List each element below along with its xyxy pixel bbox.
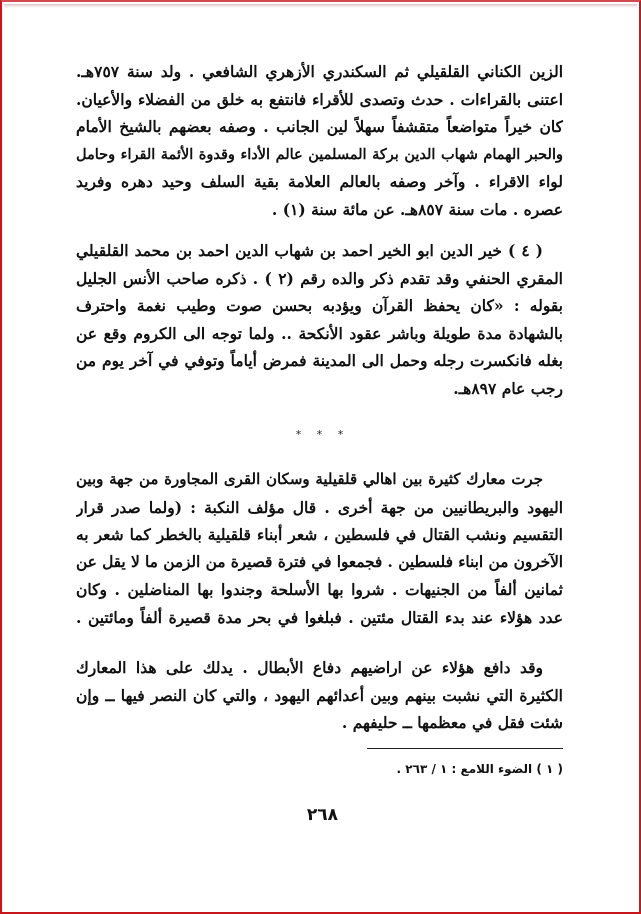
paragraph-1 xyxy=(76,58,563,223)
text-line: رجب عام ٨٩٧هـ. xyxy=(453,378,563,398)
text-line: بغله فانكسرت رجله وحمل الى المدينة فمرض أياماً وتوفي في آخر يوم من xyxy=(76,351,563,370)
text-line: بقوله : «كان يحفظ القرآن ويؤدبه بحسن صوت وطيب نغمة واحترف xyxy=(76,296,563,315)
text-line: بالشهادة مدة طويلة وباشر عقود الأنكحة .. ولما توجه الى الكروم وقع عن xyxy=(76,323,563,343)
text-line: المقري الحنفي وقد تقدم ذكر والده رقم (٢ ) . ذكره صاحب الأنس الجليل xyxy=(76,268,563,288)
text-line: وقد دافع هؤلاء عن اراضيهم دفاع الأبطال . يدلك على هذا المعارك xyxy=(76,658,543,677)
paragraph-2 xyxy=(76,237,563,402)
text-line: الزين الكناني القلقيلي ثم السكندري الأزهري الشافعي . ولد سنة ٧٥٧هـ. xyxy=(76,62,563,81)
text-line: ( ٤ ) خير الدين ابو الخير احمد بن شهاب الدين احمد بن محمد القلقيلي xyxy=(76,241,543,260)
text-line: الكثيرة التي نشبت بينهم وبين أعدائهم اليهود ، والتي كان النصر فيها ــ وإن xyxy=(76,685,563,705)
text-line: كان خيراً متواضعاً متقشفاً سهلاً لين الجانب . وصفه بعضهم بالشيخ الأمام xyxy=(76,117,563,136)
footnote-rule xyxy=(367,748,563,749)
section-separator: * * * xyxy=(295,428,350,441)
text-line: عصره . مات سنة ٨٥٧هـ. عن مائة سنة (١) . xyxy=(271,199,563,219)
text-line: لواء الاقراء . وآخر وصفه بالعالم العلامة بقية السلف وحيد دهره وفريد xyxy=(76,172,563,191)
text-line: شئت فقل في معظمها ــ حليفهم . xyxy=(341,713,563,732)
footnote: ( ١ ) الضوء اللامع : ١ / ٢٦٣ . xyxy=(396,762,563,776)
paragraph-3 xyxy=(76,466,563,631)
text-line: اليهود والبريطانيين من جهة أخرى . قال مؤلف النكبة : (ولما صدر قرار xyxy=(76,497,563,517)
paragraph-4 xyxy=(76,654,563,737)
top-edge-shade xyxy=(4,4,637,8)
text-line: والحبر الهمام شهاب الدين بركة المسلمين عالم الأداء وقدوة الأئمة القراء وحامل xyxy=(76,145,563,163)
page-number: ٢٦٨ xyxy=(306,805,339,825)
text-line: الآخرون من ابناء فلسطين . فجمعوا في فترة قصيرة من الزمن ما لا يقل عن xyxy=(76,552,563,571)
text-line: جرت معارك كثيرة بين اهالي قلقيلية وسكان القرى المجاورة من جهة وبين xyxy=(76,470,543,488)
text-line: عدد هؤلاء عند بدء القتال مئتين . فبلغوا في بحر مدة قصيرة ألفاً ومائتين . xyxy=(76,607,563,627)
text-line: ثمانين ألفاً من الجنيهات . شروا بها الأسلحة وجندوا بها المناضلين . وكان xyxy=(76,580,563,599)
text-line: اعتنى بالقراءات . حدث وتصدى للأقراء فانتفع به خلق من الفضلاء والأعيان. xyxy=(76,89,563,109)
text-line: التقسيم ونشب القتال في فلسطين ، شعر أبناء قلقيلية بالخطر كما شعر به xyxy=(76,525,563,544)
